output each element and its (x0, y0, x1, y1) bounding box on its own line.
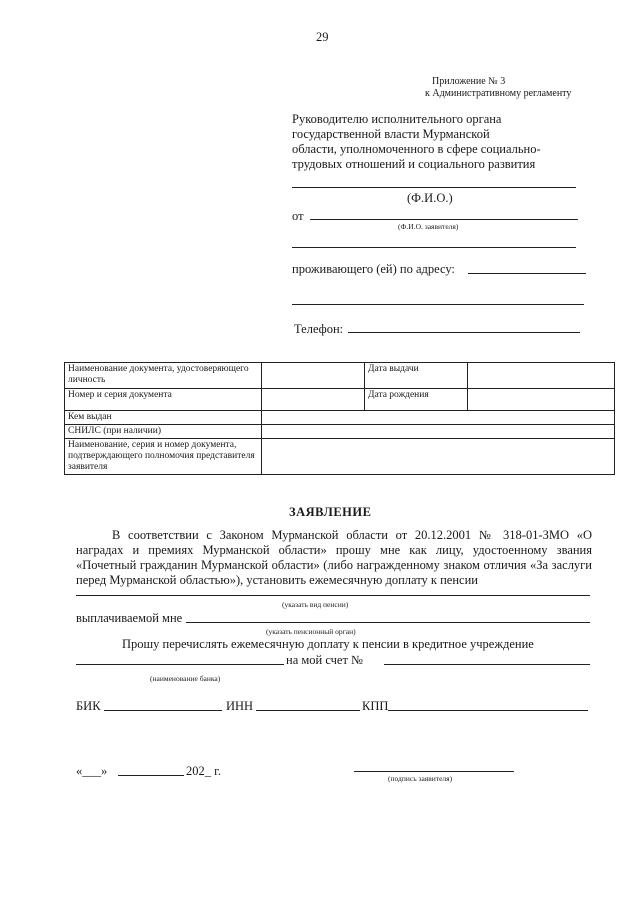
issued-by-cell: Кем выдан (65, 411, 262, 425)
statement-paragraph-2: Прошу перечислять ежемесячную доплату к пенсии в кредитное учреждение (122, 637, 534, 651)
bik-label: БИК (76, 699, 101, 713)
issued-by-value[interactable] (262, 411, 615, 425)
addressee-line-2: государственной власти Мурманской (292, 127, 490, 141)
doc-number-cell: Номер и серия документа (65, 389, 262, 411)
applicant-name-line[interactable] (310, 219, 578, 220)
inn-label: ИНН (226, 699, 254, 713)
appendix-line-1: Приложение № 3 (432, 76, 506, 87)
date-year[interactable]: 202_ г. (186, 764, 221, 778)
phone-label: Телефон: (294, 322, 344, 336)
pension-type-caption: (указать вид пенсии) (282, 600, 349, 609)
signature-caption: (подпись заявителя) (388, 774, 453, 783)
applicant-name-line-2[interactable] (292, 247, 576, 248)
snils-value[interactable] (262, 425, 615, 439)
doc-number-value[interactable] (262, 389, 365, 411)
fio-caption: (Ф.И.О.) (407, 191, 453, 205)
pension-body-line[interactable] (186, 622, 590, 623)
account-label: на мой счет № (286, 653, 363, 667)
birth-date-value[interactable] (468, 389, 615, 411)
rep-doc-cell: Наименование, серия и номер документа, подтверждающего полномочия представителя заявителя (65, 439, 262, 475)
account-number-line[interactable] (384, 664, 590, 665)
bik-line[interactable] (104, 710, 222, 711)
pension-body-caption: (указать пенсионный орган) (266, 627, 356, 636)
statement-heading: ЗАЯВЛЕНИЕ (289, 505, 372, 519)
addressee-line-3: области, уполномоченного в сфере социально- (292, 142, 541, 156)
applicant-name-caption: (Ф.И.О. заявителя) (398, 222, 459, 231)
snils-cell: СНИЛС (при наличии) (65, 425, 262, 439)
addressee-line-4: трудовых отношений и социального развития (292, 157, 536, 171)
issue-date-cell: Дата выдачи (365, 363, 468, 389)
pension-type-line[interactable] (76, 595, 590, 596)
bank-name-caption: (наименование банка) (150, 674, 221, 683)
paid-by-label: выплачиваемой мне (76, 611, 183, 625)
inn-line[interactable] (256, 710, 360, 711)
statement-paragraph-1: В соответствии с Законом Мурманской области от 20.12.2001 № 318-01-ЗМО «О наградах и премиях Мурманской области» прошу мне как лицу, удостоенному звания «Почетный гражданин Мурманской области» (либо награжденному знаком отличия «За заслуги перед Мурманской областью»), установить ежемесячную доплату к пенсии (76, 528, 592, 587)
date-month-line[interactable] (118, 775, 184, 776)
doc-name-cell: Наименование документа, удостоверяющего личность (65, 363, 262, 389)
address-label: проживающего (ей) по адресу: (292, 262, 455, 276)
address-line-2[interactable] (292, 304, 584, 305)
from-label: от (292, 209, 304, 223)
doc-name-value[interactable] (262, 363, 365, 389)
birth-date-cell: Дата рождения (365, 389, 468, 411)
appendix-line-2: к Административному регламенту (425, 88, 572, 99)
address-line-1[interactable] (468, 273, 586, 274)
addressee-line-1: Руководителю исполнительного органа (292, 112, 502, 126)
issue-date-value[interactable] (468, 363, 615, 389)
kpp-line[interactable] (388, 710, 588, 711)
date-day[interactable]: «___» (76, 764, 108, 778)
page-number: 29 (316, 30, 329, 44)
phone-line[interactable] (348, 332, 580, 333)
rep-doc-value[interactable] (262, 439, 615, 475)
signature-line[interactable] (354, 771, 514, 772)
identity-table (64, 362, 615, 475)
recipient-name-line[interactable] (292, 187, 576, 188)
bank-name-line[interactable] (76, 664, 284, 665)
kpp-label: КПП (362, 699, 389, 713)
